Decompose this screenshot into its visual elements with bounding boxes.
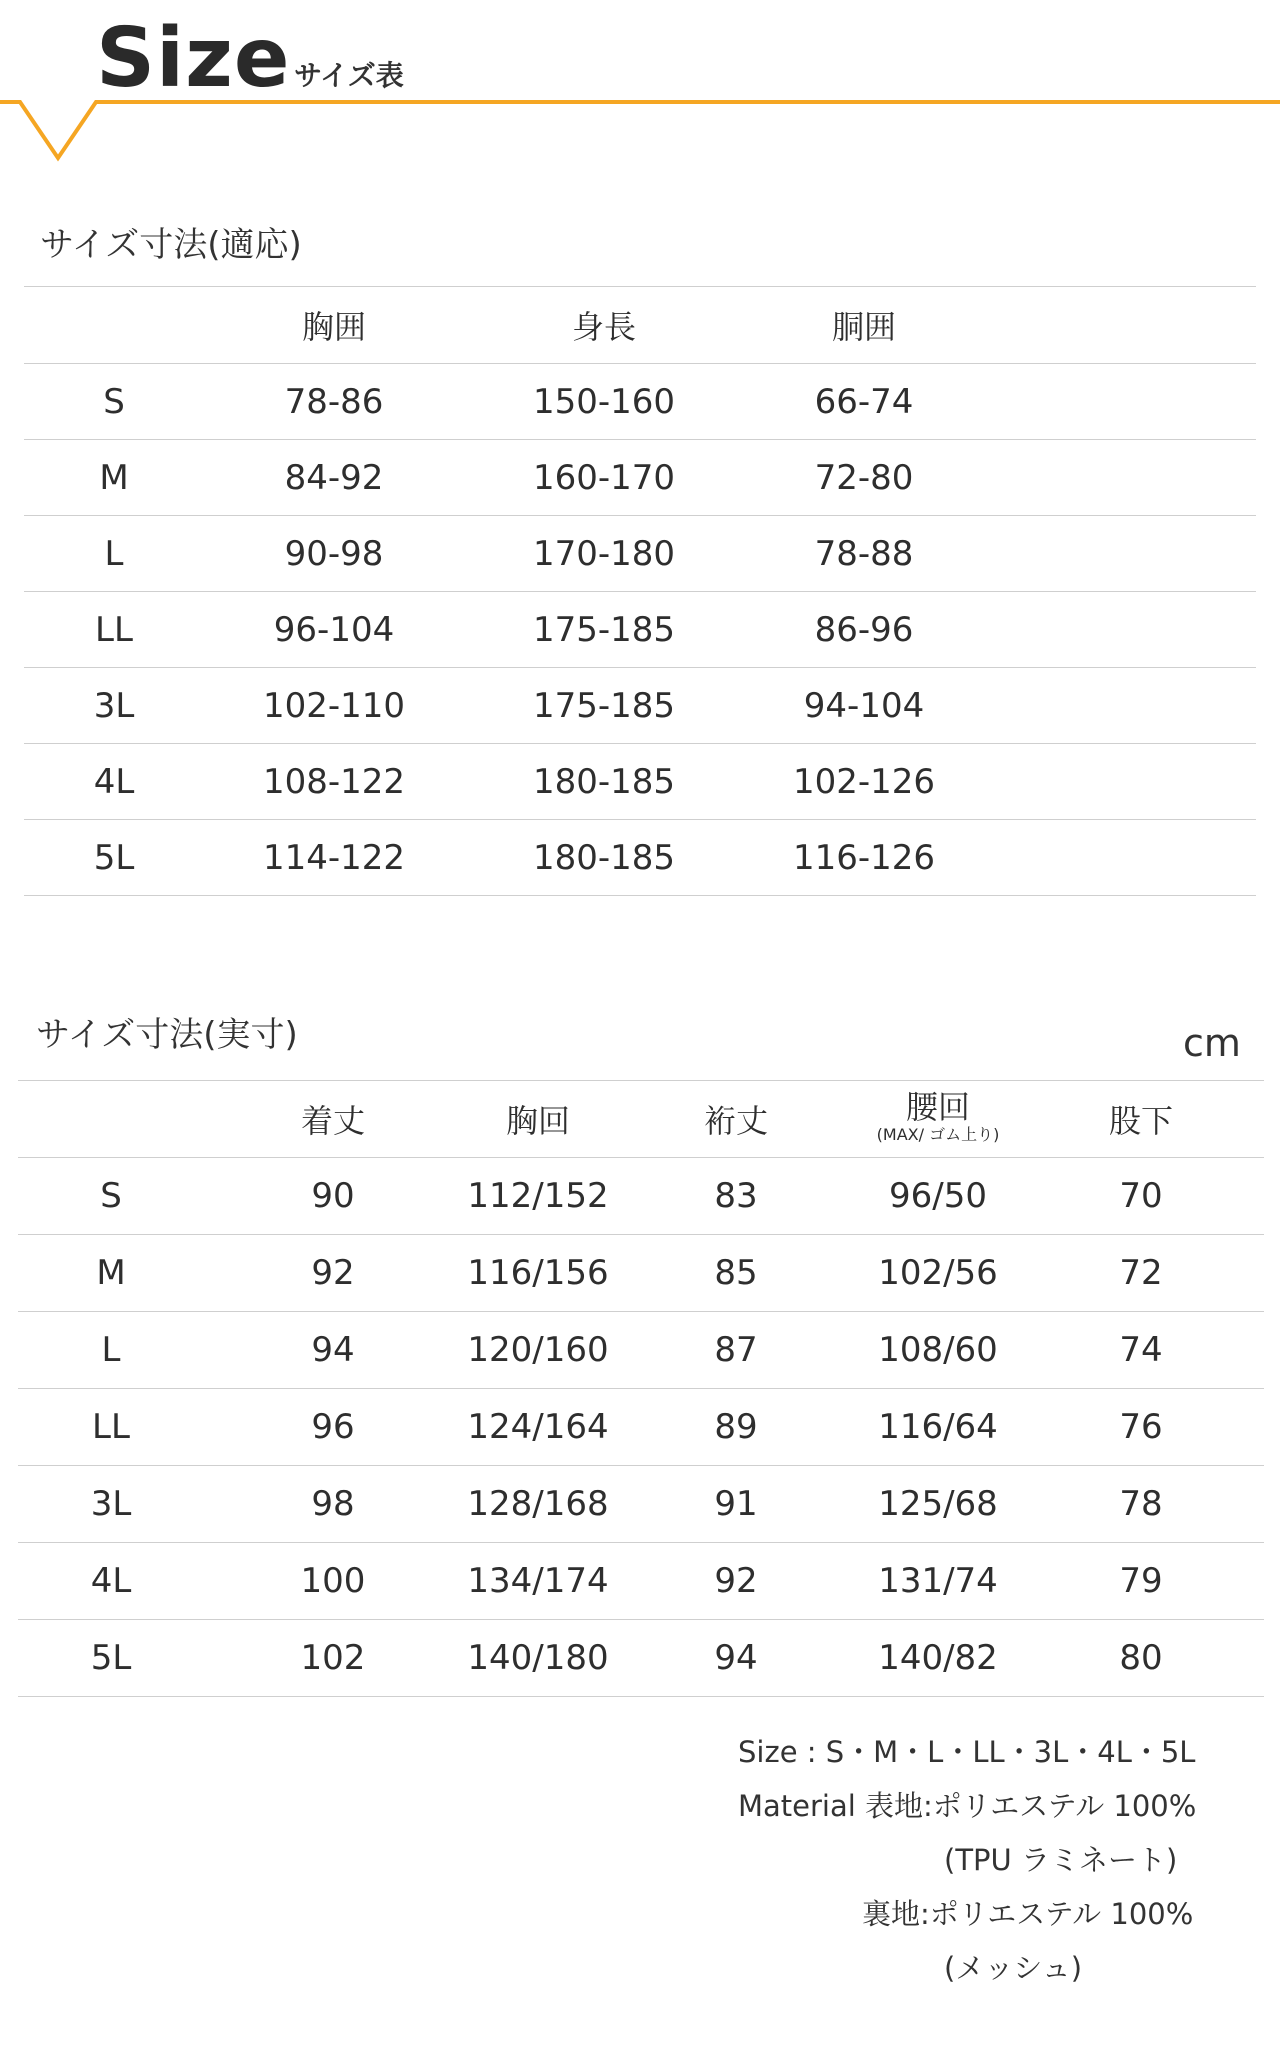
value-cell: 94 bbox=[204, 1312, 462, 1389]
table-row bbox=[18, 1312, 1264, 1389]
table-row bbox=[18, 1466, 1264, 1543]
value-cell: 102/56 bbox=[858, 1235, 1018, 1312]
value-cell: 91 bbox=[614, 1466, 858, 1543]
header-cell-empty bbox=[984, 287, 1256, 364]
value-cell: 160-170 bbox=[464, 440, 744, 516]
value-cell: 98 bbox=[204, 1466, 462, 1543]
table-row bbox=[24, 592, 1256, 668]
spec-lining-sub: (メッシュ) bbox=[944, 1951, 1083, 1985]
spec-size-line: Size : S・M・L・LL・3L・4L・5L bbox=[738, 1735, 1196, 1769]
value-cell: 89 bbox=[614, 1389, 858, 1466]
value-cell: 78-86 bbox=[204, 364, 464, 440]
value-cell: 78-88 bbox=[744, 516, 984, 592]
table1-title: サイズ寸法(適応) bbox=[40, 225, 302, 265]
table-row bbox=[24, 364, 1256, 440]
table-row bbox=[18, 1620, 1264, 1697]
table-row bbox=[24, 440, 1256, 516]
value-cell: 114-122 bbox=[204, 820, 464, 896]
value-cell: 100 bbox=[204, 1543, 462, 1620]
value-cell: 90 bbox=[204, 1158, 462, 1235]
size-cell: S bbox=[24, 364, 204, 440]
table-row bbox=[24, 744, 1256, 820]
page-title: Size bbox=[96, 11, 291, 106]
value-cell: 180-185 bbox=[464, 820, 744, 896]
value-cell: 66-74 bbox=[744, 364, 984, 440]
value-cell: 120/160 bbox=[462, 1312, 614, 1389]
value-cell: 92 bbox=[614, 1543, 858, 1620]
table-header-row bbox=[24, 287, 1256, 364]
header-cell: 胴囲 bbox=[744, 287, 984, 364]
table-row bbox=[18, 1389, 1264, 1466]
size-cell: L bbox=[18, 1312, 204, 1389]
value-cell: 108-122 bbox=[204, 744, 464, 820]
value-cell: 140/180 bbox=[462, 1620, 614, 1697]
value-cell: 76 bbox=[1018, 1389, 1264, 1466]
size-cell: 3L bbox=[18, 1466, 204, 1543]
value-cell: 175-185 bbox=[464, 668, 744, 744]
value-cell: 140/82 bbox=[858, 1620, 1018, 1697]
value-cell: 74 bbox=[1018, 1312, 1264, 1389]
page-subtitle: サイズ表 bbox=[294, 59, 404, 92]
value-cell: 170-180 bbox=[464, 516, 744, 592]
value-cell: 72-80 bbox=[744, 440, 984, 516]
actual-size-table bbox=[18, 1080, 1264, 1697]
header-cell: 股下 bbox=[1018, 1081, 1264, 1158]
empty-cell bbox=[984, 364, 1256, 440]
fit-size-table bbox=[24, 286, 1256, 896]
value-cell: 128/168 bbox=[462, 1466, 614, 1543]
table-row bbox=[18, 1235, 1264, 1312]
header-cell: 胸回 bbox=[462, 1081, 614, 1158]
header-cell: 裄丈 bbox=[614, 1081, 858, 1158]
value-cell: 87 bbox=[614, 1312, 858, 1389]
spec-material-sub: (TPU ラミネート) bbox=[944, 1843, 1178, 1877]
value-cell: 131/74 bbox=[858, 1543, 1018, 1620]
value-cell: 102 bbox=[204, 1620, 462, 1697]
size-cell: LL bbox=[24, 592, 204, 668]
value-cell: 96/50 bbox=[858, 1158, 1018, 1235]
value-cell: 92 bbox=[204, 1235, 462, 1312]
header-cell-waist bbox=[858, 1081, 1018, 1158]
size-cell: M bbox=[24, 440, 204, 516]
size-cell: 4L bbox=[24, 744, 204, 820]
table-header-row bbox=[18, 1081, 1264, 1158]
empty-cell bbox=[984, 668, 1256, 744]
waist-note: (MAX/ ゴム上り) bbox=[876, 1124, 1000, 1144]
value-cell: 72 bbox=[1018, 1235, 1264, 1312]
value-cell: 70 bbox=[1018, 1158, 1264, 1235]
spec-material-line: Material 表地:ポリエステル 100% bbox=[738, 1789, 1197, 1823]
value-cell: 124/164 bbox=[462, 1389, 614, 1466]
empty-cell bbox=[984, 820, 1256, 896]
empty-cell bbox=[984, 440, 1256, 516]
header-cell bbox=[24, 287, 204, 364]
value-cell: 112/152 bbox=[462, 1158, 614, 1235]
table-row bbox=[24, 820, 1256, 896]
value-cell: 102-110 bbox=[204, 668, 464, 744]
header-cell: 胸囲 bbox=[204, 287, 464, 364]
value-cell: 90-98 bbox=[204, 516, 464, 592]
unit-label: cm bbox=[1183, 1021, 1241, 1065]
size-cell: 3L bbox=[24, 668, 204, 744]
size-cell: L bbox=[24, 516, 204, 592]
header-cell: 身長 bbox=[464, 287, 744, 364]
value-cell: 96-104 bbox=[204, 592, 464, 668]
size-cell: M bbox=[18, 1235, 204, 1312]
size-cell: S bbox=[18, 1158, 204, 1235]
value-cell: 180-185 bbox=[464, 744, 744, 820]
value-cell: 108/60 bbox=[858, 1312, 1018, 1389]
value-cell: 84-92 bbox=[204, 440, 464, 516]
spec-lining-line: 裏地:ポリエステル 100% bbox=[862, 1897, 1194, 1931]
size-cell: 5L bbox=[24, 820, 204, 896]
size-cell: 5L bbox=[18, 1620, 204, 1697]
value-cell: 94-104 bbox=[744, 668, 984, 744]
table-row bbox=[24, 516, 1256, 592]
value-cell: 83 bbox=[614, 1158, 858, 1235]
value-cell: 134/174 bbox=[462, 1543, 614, 1620]
table-row bbox=[24, 668, 1256, 744]
value-cell: 150-160 bbox=[464, 364, 744, 440]
value-cell: 125/68 bbox=[858, 1466, 1018, 1543]
empty-cell bbox=[984, 744, 1256, 820]
value-cell: 96 bbox=[204, 1389, 462, 1466]
value-cell: 116/156 bbox=[462, 1235, 614, 1312]
table-row bbox=[18, 1158, 1264, 1235]
value-cell: 85 bbox=[614, 1235, 858, 1312]
value-cell: 79 bbox=[1018, 1543, 1264, 1620]
size-cell: 4L bbox=[18, 1543, 204, 1620]
value-cell: 80 bbox=[1018, 1620, 1264, 1697]
value-cell: 175-185 bbox=[464, 592, 744, 668]
value-cell: 86-96 bbox=[744, 592, 984, 668]
size-cell: LL bbox=[18, 1389, 204, 1466]
waist-label: 腰回 bbox=[905, 1087, 970, 1126]
empty-cell bbox=[984, 592, 1256, 668]
header-cell bbox=[18, 1081, 204, 1158]
value-cell: 94 bbox=[614, 1620, 858, 1697]
empty-cell bbox=[984, 516, 1256, 592]
value-cell: 116-126 bbox=[744, 820, 984, 896]
value-cell: 116/64 bbox=[858, 1389, 1018, 1466]
table-row bbox=[18, 1543, 1264, 1620]
page-header bbox=[0, 0, 1280, 170]
table2-title: サイズ寸法(実寸) bbox=[36, 1015, 298, 1055]
value-cell: 102-126 bbox=[744, 744, 984, 820]
header-cell: 着丈 bbox=[204, 1081, 462, 1158]
value-cell: 78 bbox=[1018, 1466, 1264, 1543]
